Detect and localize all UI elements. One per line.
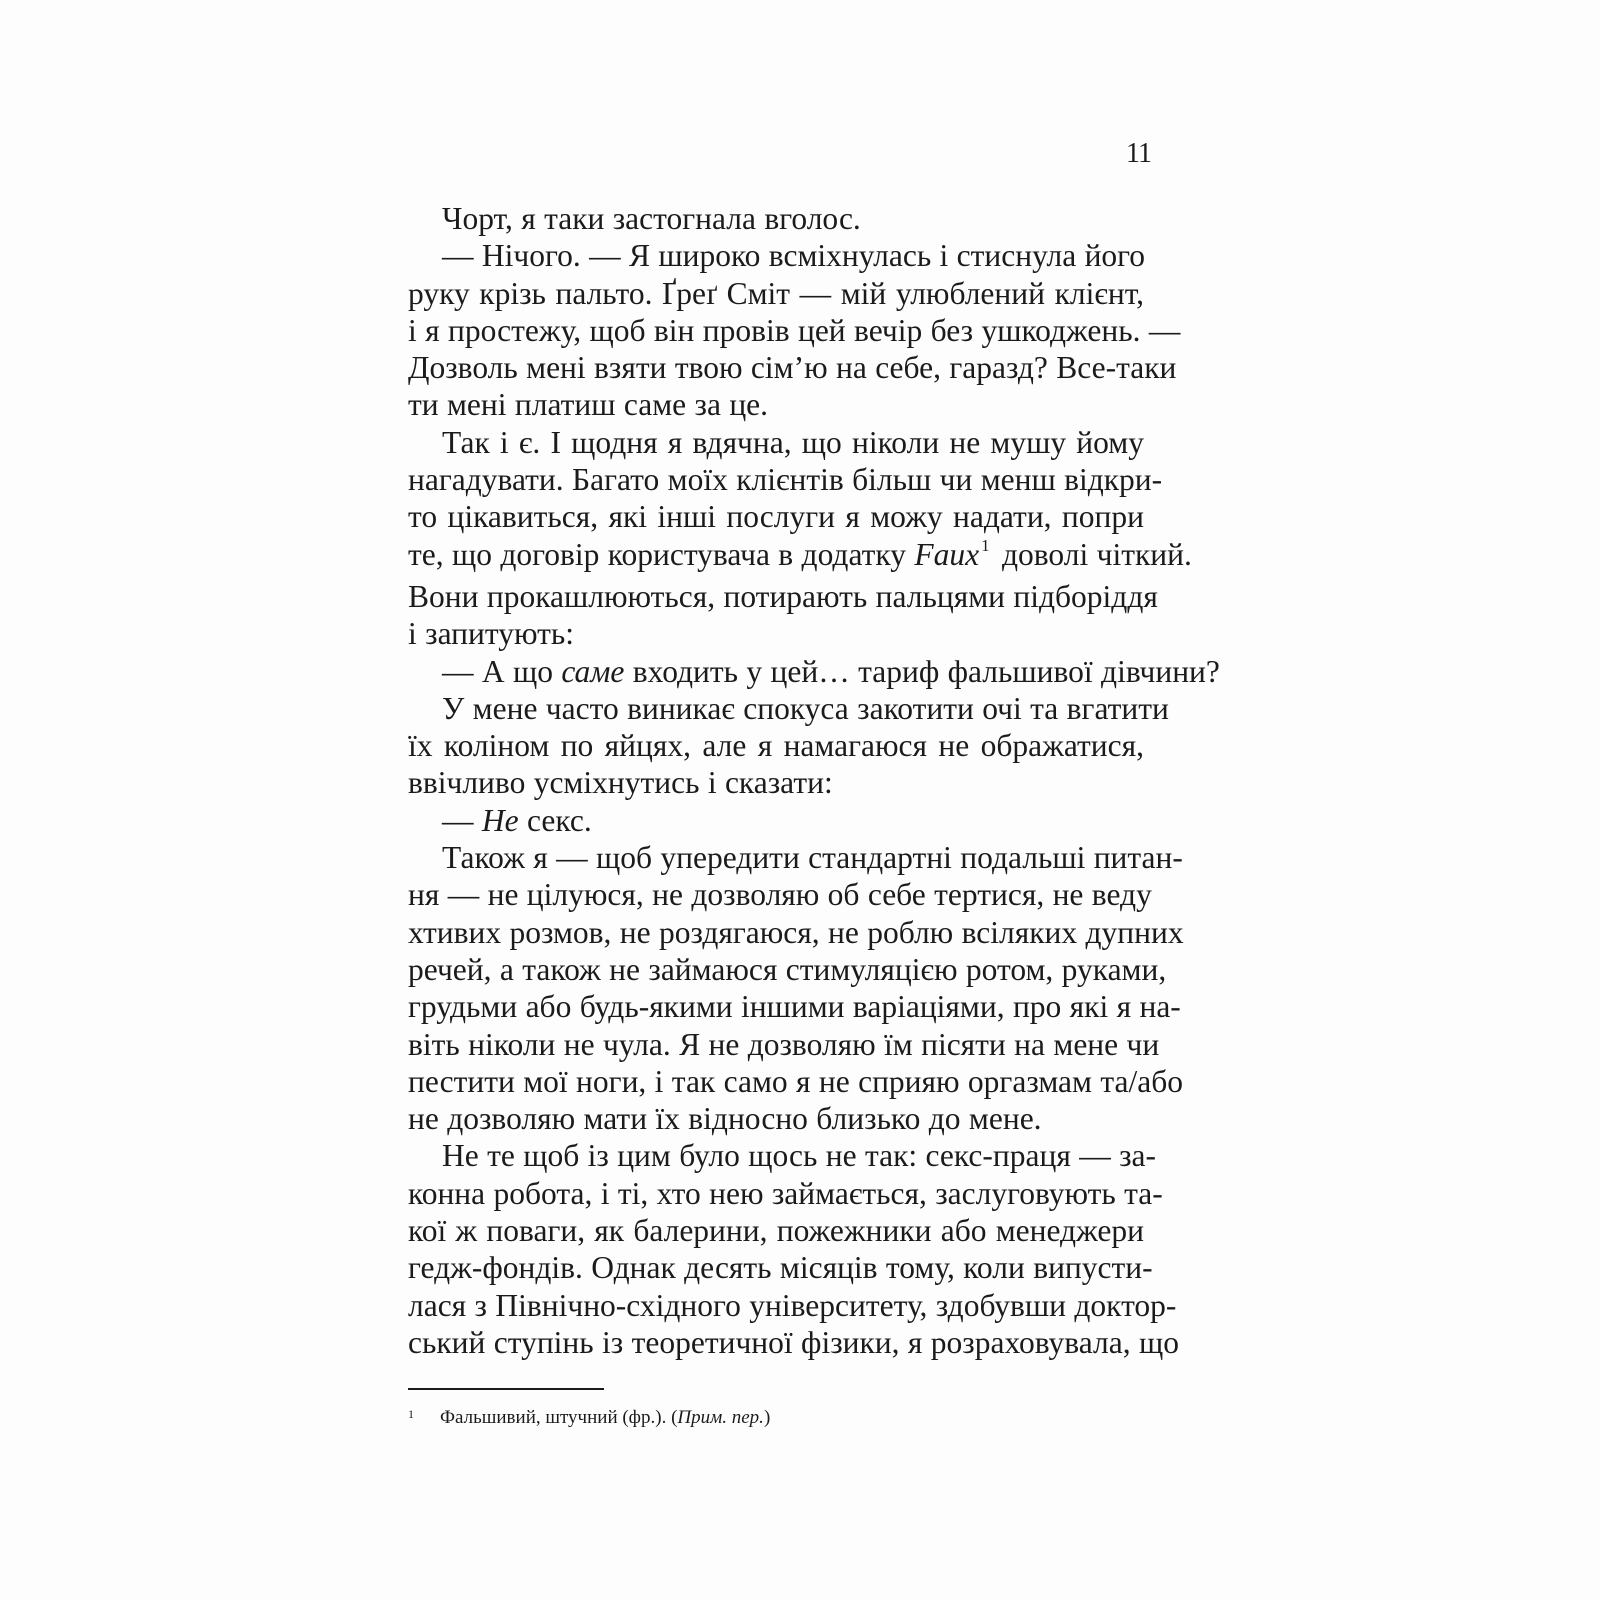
paragraph-7-line-8: не дозволяю мати їх відносно близько до мене. [408,1101,1042,1137]
footnote-reference: 1 [981,535,990,555]
paragraph-7-line-3: хтивих розмов, не роздягаюся, не роблю всіляких дупних [408,914,1184,950]
paragraph-7-line-5: грудьми або будь-якими іншими варіаціями, про які я на- [408,989,1181,1025]
paragraph-3-line-1: Так і є. І щодня я вдячна, що ніколи не мушу йому [442,424,1144,460]
paragraph-2-line-4: Дозволь мені взяти твою сім’ю на себе, гаразд? Все-таки [408,350,1177,386]
paragraph-3-line-3: то цікавиться, які інші послуги я можу надати, попри [408,499,1144,535]
paragraph-8-line-2: конна робота, і ті, хто нею займається, заслуговують та- [408,1175,1163,1211]
body-text [408,200,1220,1361]
paragraph-6-end: секс. [518,802,592,838]
paragraph-6-line-1 [408,802,1144,839]
paragraph-5-line-3: ввічливо усміхнутись і сказати: [408,765,833,801]
paragraph-4-start: — А що [442,653,562,689]
paragraph-7-line-4: речей, а також не займаюся стимуляцією ротом, руками, [408,951,1167,987]
footnote-text-start: Фальшивий, штучний (фр.). ( [440,1407,678,1428]
paragraph-7-line-2: ня — не цілуюся, не дозволяю об себе тертися, не веду [408,877,1152,913]
paragraph-4-end: входить у цей… тариф фальшивої дівчини? [624,653,1220,689]
paragraph-1-line-1: Чорт, я таки застогнала вголос. [442,201,861,236]
paragraph-2-line-1: — Нічого. — Я широко всміхнулась і стиснула його [442,238,1146,274]
paragraph-3-line-4-start: те, що договір користувача в додатку [408,536,915,572]
paragraph-7-line-7: пестити мої ноги, і так само я не сприяю оргазмам та/або [408,1063,1183,1099]
paragraph-5-line-1: У мене часто виникає спокуса закотити очі та вгатити [442,690,1169,726]
paragraph-7-line-1: Також я — щоб упередити стандартні подальші питан- [442,840,1183,876]
paragraph-6-emphasis: Не [481,802,519,838]
paragraph-4-emphasis: саме [561,653,625,689]
paragraph-2-line-2: руку крізь пальто. Ґреґ Сміт — мій улюблений клієнт, [408,275,1144,311]
paragraph-3-line-2: нагадувати. Багато моїх клієнтів більш чи менш відкри- [408,462,1163,498]
paragraph-5-line-2: їх коліном по яйцях, але я намагаюся не ображатися, [408,728,1144,764]
paragraph-7-line-6: віть ніколи не чула. Я не дозволяю їм пісяти на мене чи [408,1026,1160,1062]
app-name-faux: Faux [914,536,980,572]
paragraph-4-line-1 [408,653,1220,690]
paragraph-8-line-6: ський ступінь із теоретичної фізики, я розраховувала, що [408,1324,1179,1360]
paragraph-8-line-1: Не те щоб із цим було щось не так: секс-праця — за- [442,1138,1156,1174]
paragraph-3-line-6: і запитують: [408,616,574,652]
paragraph-8-line-5: лася з Північно-східного університету, здобувши доктор- [408,1287,1177,1323]
paragraph-3-line-4-end: доволі чіткий. [993,536,1192,572]
paragraph-3-line-5: Вони прокашлюються, потирають пальцями підборіддя [408,578,1158,614]
paragraph-2-line-3: і я простежу, щоб він провів цей вечір без ушкоджень. — [408,312,1181,348]
paragraph-2-line-5: ти мені платиш саме за це. [408,387,769,423]
footnote-translator-note: Прим. пер. [677,1407,764,1428]
paragraph-8-line-4: гедж-фондів. Однак десять місяців тому, коли випусти- [408,1250,1153,1286]
page-number: 11 [1126,138,1151,169]
footnote-text-end: ) [763,1407,771,1428]
footnote-marker: 1 [408,1407,414,1421]
footnote-text [440,1406,770,1430]
paragraph-8-line-3: кої ж поваги, як балерини, пожежники або менеджери [408,1213,1144,1249]
footnote-divider [408,1388,604,1390]
paragraph-3-line-4 [408,535,1192,578]
paragraph-6-dash: — [442,802,482,838]
